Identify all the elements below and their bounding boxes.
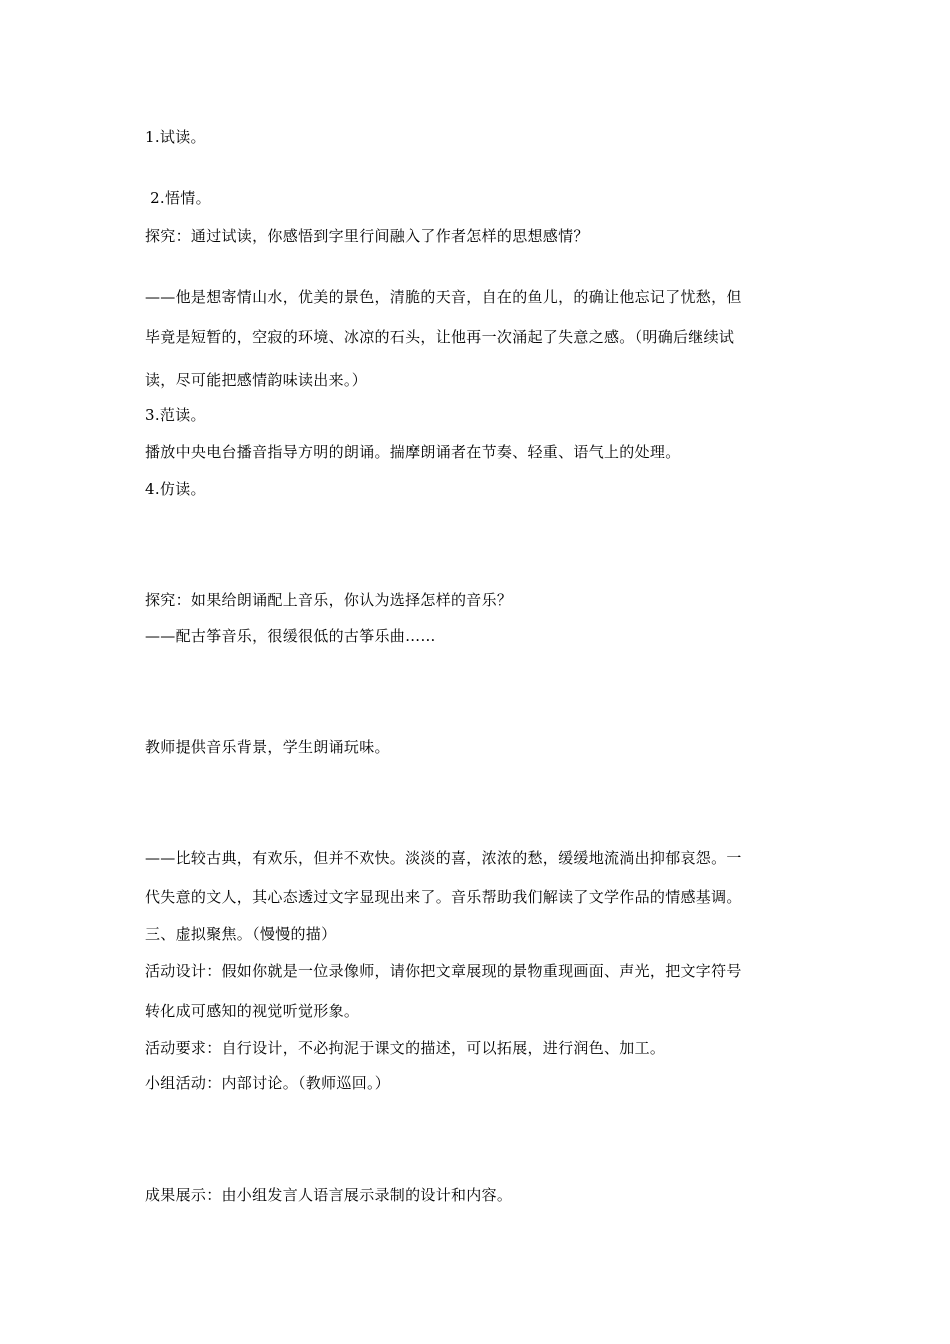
text-line-18: 活动要求：自行设计，不必拘泥于课文的描述，可以拓展，进行润色、加工。 <box>145 1039 666 1057</box>
text-line-19: 小组活动：内部讨论。（教师巡回。） <box>145 1074 391 1092</box>
text-line-3: 探究：通过试读，你感悟到字里行间融入了作者怎样的思想感情？ <box>145 227 589 245</box>
text-line-16: 活动设计：假如你就是一位录像师，请你把文章展现的景物重现画面、声光，把文字符号 <box>145 962 742 980</box>
text-line-17: 转化成可感知的视觉听觉形象。 <box>145 1002 360 1020</box>
text-line-20: 成果展示：由小组发言人语言展示录制的设计和内容。 <box>145 1186 513 1204</box>
text-line-7: 3.范读。 <box>145 406 206 424</box>
text-line-8: 播放中央电台播音指导方明的朗诵。揣摩朗诵者在节奏、轻重、语气上的处理。 <box>145 443 681 461</box>
text-line-2: 2.悟情。 <box>145 189 211 207</box>
text-line-10: 探究：如果给朗诵配上音乐，你认为选择怎样的音乐？ <box>145 591 513 609</box>
text-line-4: ——他是想寄情山水，优美的景色，清脆的天音，自在的鱼儿，的确让他忘记了忧愁，但 <box>145 288 742 306</box>
text-line-5: 毕竟是短暂的，空寂的环境、冰凉的石头，让他再一次涌起了失意之感。（明确后继续试 <box>145 328 735 346</box>
text-line-14: 代失意的文人，其心态透过文字显现出来了。音乐帮助我们解读了文学作品的情感基调。 <box>145 888 742 906</box>
text-line-13: ——比较古典，有欢乐，但并不欢快。淡淡的喜，浓浓的愁，缓缓地流淌出抑郁哀怨。一 <box>145 849 742 867</box>
text-line-6: 读，尽可能把感情韵味读出来。） <box>145 371 368 389</box>
text-line-12: 教师提供音乐背景，学生朗诵玩味。 <box>145 738 390 756</box>
text-line-15: 三、虚拟聚焦。（慢慢的描） <box>145 925 337 943</box>
text-line-1: 1.试读。 <box>145 128 206 146</box>
text-line-11: ——配古筝音乐，很缓很低的古筝乐曲…… <box>145 627 436 645</box>
text-line-9: 4.仿读。 <box>145 480 206 498</box>
